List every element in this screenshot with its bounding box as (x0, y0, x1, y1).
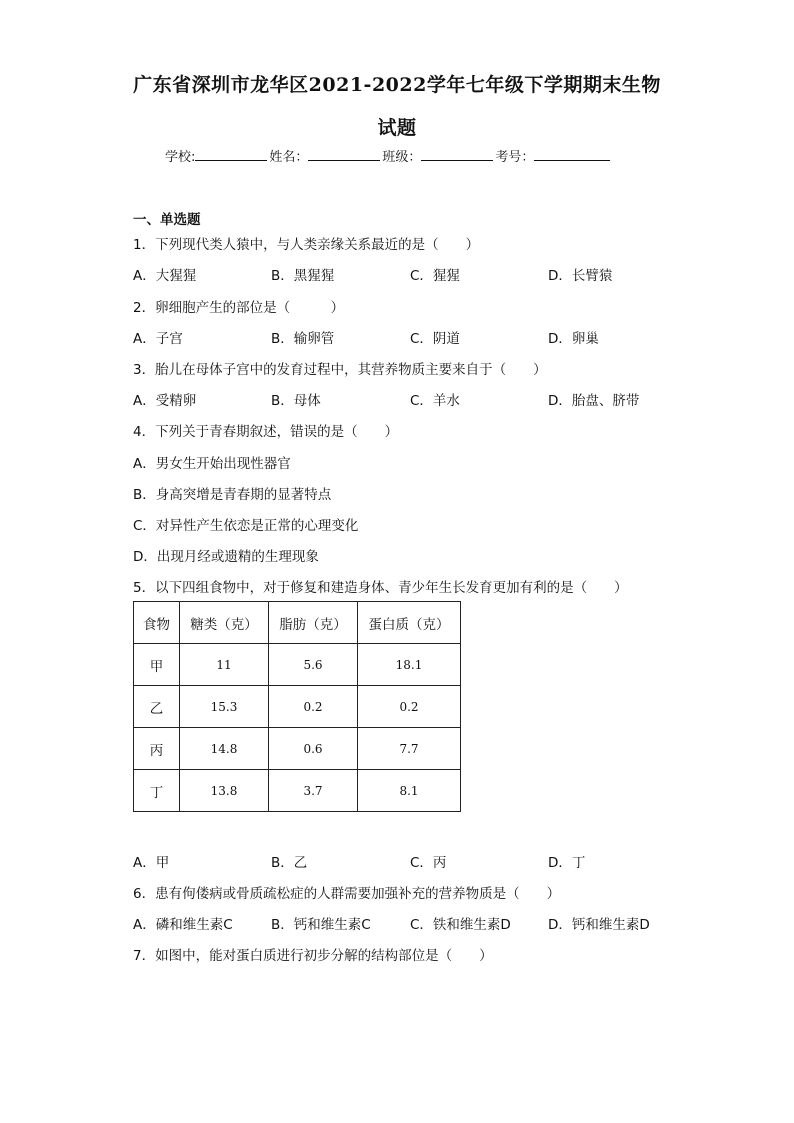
table-cell: 0.6 (269, 728, 358, 770)
table-cell: 3.7 (269, 770, 358, 812)
table-cell: 11 (180, 644, 269, 686)
table-cell: 5.6 (269, 644, 358, 686)
table-cell: 7.7 (358, 728, 461, 770)
question-3-stem: 3．胎儿在母体子宫中的发育过程中，其营养物质主要来自于（ ） (133, 362, 547, 378)
table-header-cell: 脂肪（克） (269, 602, 358, 644)
name-label: 姓名： (269, 150, 309, 165)
name-blank (308, 147, 380, 161)
table-cell: 14.8 (180, 728, 269, 770)
table-header-cell: 食物 (134, 602, 180, 644)
section-heading: 一、单选题 (133, 212, 201, 228)
q6-option-b: B．钙和维生素C (271, 917, 371, 933)
q3-option-d: D．胎盘、脐带 (548, 393, 640, 409)
table-header-cell: 蛋白质（克） (358, 602, 461, 644)
q2-option-d: D．卵巢 (548, 331, 599, 347)
table-cell: 丙 (134, 728, 180, 770)
q4-option-c: C．对异性产生依恋是正常的心理变化 (133, 518, 359, 534)
page-title: 广东省深圳市龙华区2021-2022学年七年级下学期期末生物 (133, 74, 661, 96)
table-cell: 18.1 (358, 644, 461, 686)
table-cell: 8.1 (358, 770, 461, 812)
question-4-stem: 4．下列关于青春期叙述，错误的是（ ） (133, 424, 399, 440)
table-cell: 丁 (134, 770, 180, 812)
student-info-row (165, 146, 612, 165)
question-2-stem: 2．卵细胞产生的部位是（ ） (133, 300, 345, 316)
question-6-stem: 6．患有佝偻病或骨质疏松症的人群需要加强补充的营养物质是（ ） (133, 886, 561, 902)
school-blank (195, 147, 267, 161)
number-label: 考号： (495, 150, 535, 165)
q3-option-b: B．母体 (271, 393, 321, 409)
question-7-stem: 7．如图中，能对蛋白质进行初步分解的结构部位是（ ） (133, 948, 493, 964)
q5-option-b: B．乙 (271, 855, 308, 871)
q4-option-a: A．男女生开始出现性器官 (133, 456, 291, 472)
number-blank (534, 147, 610, 161)
table-cell: 甲 (134, 644, 180, 686)
q3-option-a: A．受精卵 (133, 393, 197, 409)
table-row (134, 728, 461, 770)
table-cell: 0.2 (269, 686, 358, 728)
class-blank (421, 147, 493, 161)
table-header-cell: 糖类（克） (180, 602, 269, 644)
q1-option-d: D．长臂猿 (548, 268, 613, 284)
table-cell: 乙 (134, 686, 180, 728)
q6-option-d: D．钙和维生素D (548, 917, 650, 933)
table-cell: 15.3 (180, 686, 269, 728)
class-label: 班级： (382, 150, 422, 165)
table-cell: 0.2 (358, 686, 461, 728)
q1-option-c: C．猩猩 (410, 268, 460, 284)
q5-option-a: A．甲 (133, 855, 170, 871)
table-header-row (134, 602, 461, 644)
q3-option-c: C．羊水 (410, 393, 460, 409)
nutrition-table (133, 601, 461, 812)
page-title-continued: 试题 (377, 117, 417, 139)
q5-option-d: D．丁 (548, 855, 586, 871)
q2-option-c: C．阴道 (410, 331, 460, 347)
q2-option-b: B．输卵管 (271, 331, 335, 347)
table-cell: 13.8 (180, 770, 269, 812)
question-1-stem: 1．下列现代类人猿中，与人类亲缘关系最近的是（ ） (133, 237, 480, 253)
q1-option-a: A．大猩猩 (133, 268, 197, 284)
school-label: 学校: (165, 150, 196, 165)
q5-option-c: C．丙 (410, 855, 447, 871)
q2-option-a: A．子宫 (133, 331, 183, 347)
question-5-stem: 5．以下四组食物中，对于修复和建造身体、青少年生长发育更加有利的是（ ） (133, 580, 628, 596)
q6-option-c: C．铁和维生素D (410, 917, 511, 933)
table-row (134, 644, 461, 686)
q4-option-d: D．出现月经或遗精的生理现象 (133, 549, 319, 565)
table-row (134, 770, 461, 812)
q1-option-b: B．黑猩猩 (271, 268, 335, 284)
table-row (134, 686, 461, 728)
q4-option-b: B．身高突增是青春期的显著特点 (133, 487, 332, 503)
q6-option-a: A．磷和维生素C (133, 917, 233, 933)
